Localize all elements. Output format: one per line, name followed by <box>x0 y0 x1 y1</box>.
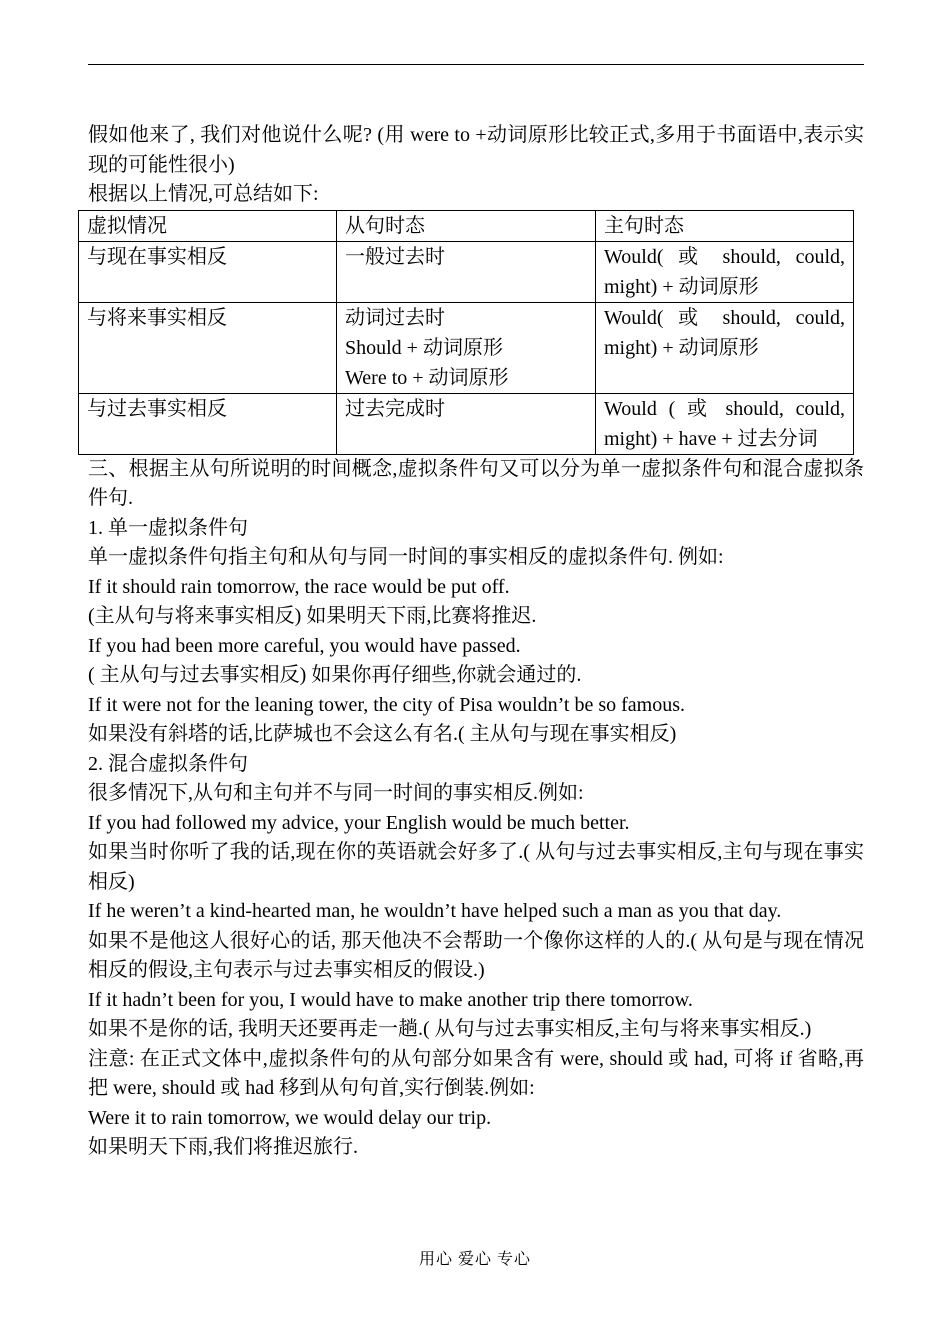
note-paragraph: 注意: 在正式文体中,虚拟条件句的从句部分如果含有 were, should 或 had, 可将 if 省略,再把 were, should 或 had 移到从句句首,实行倒装.例如: <box>88 1047 864 1099</box>
definition-paragraph: 单一虚拟条件句指主句和从句与同一时间的事实相反的虚拟条件句. 例如: <box>88 546 724 568</box>
table-cell: Would ( 或 should, could, might) + have + 过去分词 <box>596 393 854 454</box>
document-body <box>88 121 864 1163</box>
summary-lead: 根据以上情况,可总结如下: <box>88 183 319 205</box>
table-cell <box>337 302 596 393</box>
example-sentence: If you had followed my advice, your English would be much better. <box>88 811 630 834</box>
table-header-row <box>79 210 854 241</box>
table-header-cell: 从句时态 <box>337 210 596 241</box>
table-header-cell: 主句时态 <box>596 210 854 241</box>
example-sentence: If it were not for the leaning tower, the city of Pisa wouldn’t be so famous. <box>88 693 686 716</box>
page-footer: 用心 爱心 专心 <box>418 1251 531 1268</box>
table-cell: 与现在事实相反 <box>79 241 337 302</box>
example-sentence: If it should rain tomorrow, the race would be put off. <box>88 575 510 598</box>
table-cell: 与将来事实相反 <box>79 302 337 393</box>
table-cell <box>337 241 596 302</box>
cell-line: 动词过去时 <box>345 306 445 329</box>
example-translation: 如果明天下雨,我们将推迟旅行. <box>88 1136 358 1158</box>
table-row <box>79 302 854 393</box>
example-sentence: Were it to rain tomorrow, we would delay our trip. <box>88 1106 492 1129</box>
table-cell <box>337 393 596 454</box>
example-translation: 如果没有斜塔的话,比萨城也不会这么有名.( 主从句与现在事实相反) <box>88 723 677 745</box>
example-translation: 如果不是他这人很好心的话, 那天他决不会帮助一个像你这样的人的.( 从句是与现在情况相反的假设,主句表示与过去事实相反的假设.) <box>88 929 864 981</box>
section-three-paragraph: 三、根据主从句所说明的时间概念,虚拟条件句又可以分为单一虚拟条件句和混合虚拟条件句. <box>88 457 864 509</box>
example-sentence: If you had been more careful, you would have passed. <box>88 634 521 657</box>
example-sentence: If it hadn’t been for you, I would have to make another trip there tomorrow. <box>88 988 693 1011</box>
example-translation: 如果不是你的话, 我明天还要再走一趟.( 从句与过去事实相反,主句与将来事实相反.) <box>88 1018 812 1040</box>
table-row <box>79 241 854 302</box>
example-translation: ( 主从句与过去事实相反) 如果你再仔细些,你就会通过的. <box>88 664 582 686</box>
definition-paragraph: 很多情况下,从句和主句并不与同一时间的事实相反.例如: <box>88 782 584 804</box>
intro-paragraph: 假如他来了, 我们对他说什么呢? (用 were to +动词原形比较正式,多用于书面语中,表示实现的可能性很小) <box>88 124 864 176</box>
table-header-cell: 虚拟情况 <box>79 210 337 241</box>
cell-line: 过去完成时 <box>345 397 445 420</box>
subjunctive-tense-table <box>78 210 854 455</box>
subheading-mixed-conditional: 2. 混合虚拟条件句 <box>88 752 248 775</box>
cell-line: Should + 动词原形 <box>345 336 503 359</box>
table-row <box>79 393 854 454</box>
table-cell: Would( 或 should, could, might) + 动词原形 <box>596 241 854 302</box>
example-translation: 如果当时你听了我的话,现在你的英语就会好多了.( 从句与过去事实相反,主句与现在事实相反) <box>88 841 864 893</box>
cell-line: Were to + 动词原形 <box>345 366 509 389</box>
cell-line: 一般过去时 <box>345 245 445 268</box>
subheading-single-conditional: 1. 单一虚拟条件句 <box>88 516 248 539</box>
example-sentence: If he weren’t a kind-hearted man, he wouldn’t have helped such a man as you that day. <box>88 900 782 922</box>
header-rule <box>88 64 864 65</box>
table-cell: Would( 或 should, could, might) + 动词原形 <box>596 302 854 393</box>
example-translation: (主从句与将来事实相反) 如果明天下雨,比赛将推迟. <box>88 605 537 627</box>
table-cell: 与过去事实相反 <box>79 393 337 454</box>
